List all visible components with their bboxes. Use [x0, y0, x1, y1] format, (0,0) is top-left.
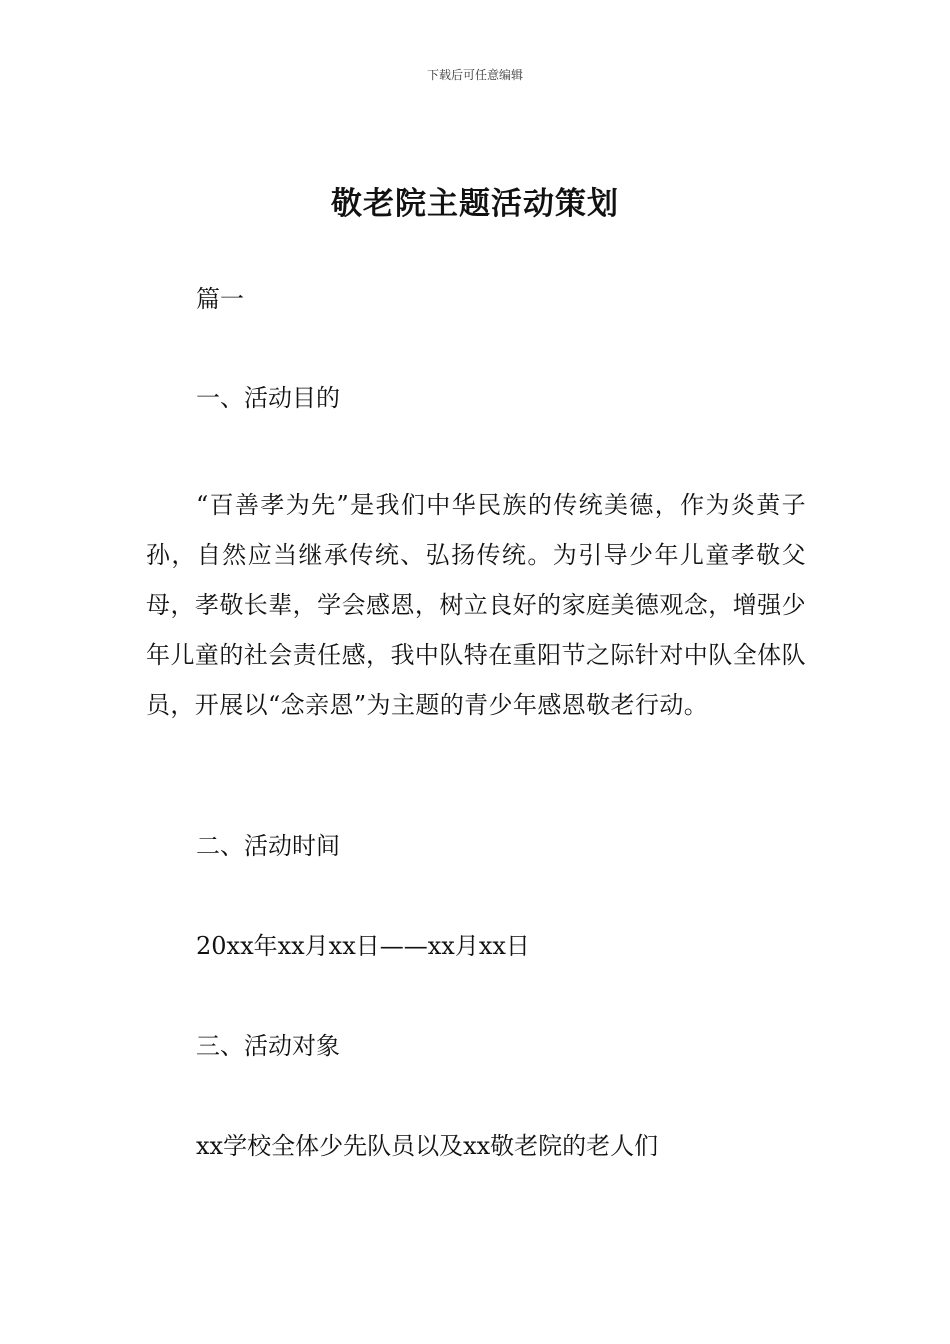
part-label: 篇一	[196, 285, 244, 313]
section-heading-time: 二、活动时间	[196, 832, 340, 860]
section-text-target: xx学校全体少先队员以及xx敬老院的老人们	[196, 1132, 659, 1160]
section-heading-purpose: 一、活动目的	[196, 384, 340, 412]
document-title: 敬老院主题活动策划	[331, 186, 619, 222]
section-heading-target: 三、活动对象	[196, 1032, 340, 1060]
header-note: 下载后可任意编辑	[426, 68, 523, 82]
section-text-time: 20xx年xx月xx日——xx月xx日	[196, 932, 530, 960]
section-text-purpose: “百善孝为先”是我们中华民族的传统美德，作为炎黄子孙，自然应当继承传统、弘扬传统。为引导少年儿童孝敬父母，孝敬长辈，学会感恩，树立良好的家庭美德观念，增强少年儿童的社会责任感，我中队特在重阳节之际针对中队全体队员，开展以“念亲恩”为主题的青少年感恩敬老行动。	[146, 491, 806, 719]
